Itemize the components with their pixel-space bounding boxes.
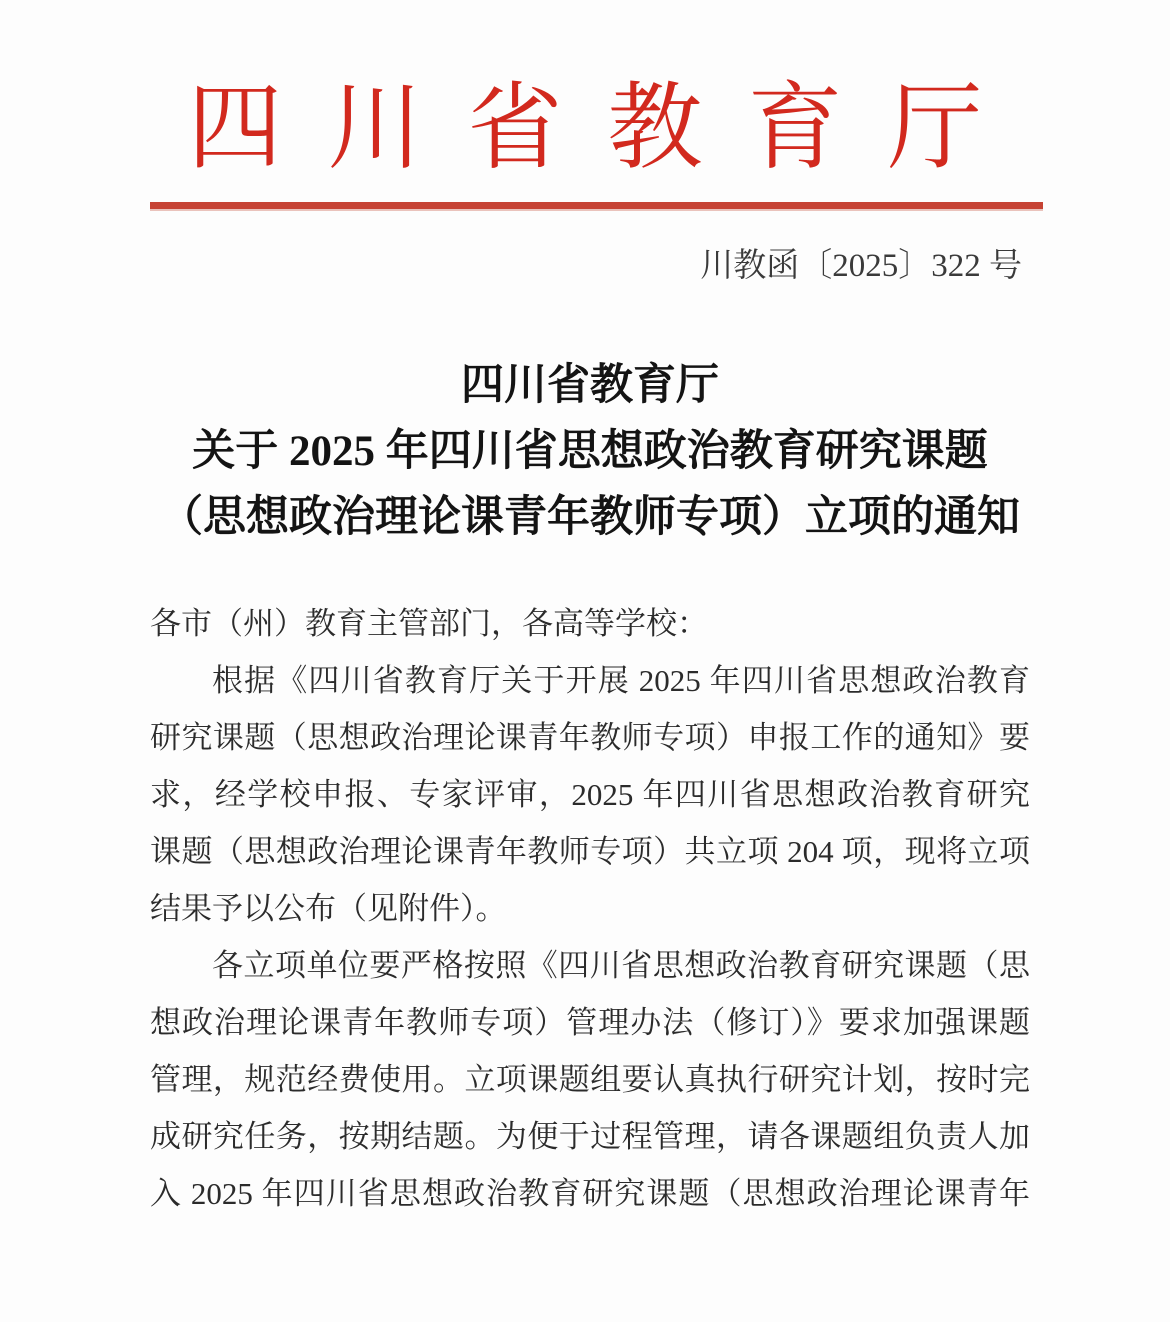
body-line: 根据《四川省教育厅关于开展 2025 年四川省思想政治教育 [212, 663, 1030, 698]
title-line-1: 四川省教育厅 [461, 362, 719, 409]
document-page [0, 75, 1170, 1322]
document-title [150, 353, 1030, 551]
salutation-line: 各市（州）教育主管部门，各高等学校： [150, 606, 708, 641]
body-line: 入 2025 年四川省思想政治教育研究课题（思想政治理论课青年 [150, 1176, 1030, 1211]
body-line: 想政治理论课青年教师专项）管理办法（修订）》要求加强课题 [150, 1005, 1030, 1040]
title-line-2: 关于 2025 年四川省思想政治教育研究课题 [192, 428, 988, 475]
body-line: 课题（思想政治理论课青年教师专项）共立项 204 项，现将立项 [150, 834, 1030, 869]
document-body [150, 595, 1030, 1222]
body-line: 管理，规范经费使用。立项课题组要认真执行研究计划，按时完 [150, 1062, 1030, 1097]
doc-number: 川教函〔2025〕322 号 [700, 248, 1022, 284]
org-name-letterhead: 四川省教育厅 [187, 75, 1028, 181]
body-line: 成研究任务，按期结题。为便于过程管理，请各课题组负责人加 [150, 1119, 1030, 1154]
body-line: 研究课题（思想政治理论课青年教师专项）申报工作的通知》要 [150, 720, 1030, 755]
body-line: 各立项单位要严格按照《四川省思想政治教育研究课题（思 [212, 948, 1030, 983]
title-line-3: （思想政治理论课青年教师专项）立项的通知 [160, 494, 1020, 541]
body-line: 结果予以公布（见附件）。 [150, 891, 507, 926]
body-line: 求，经学校申报、专家评审，2025 年四川省思想政治教育研究 [150, 777, 1030, 812]
red-divider-rule [150, 202, 1043, 211]
